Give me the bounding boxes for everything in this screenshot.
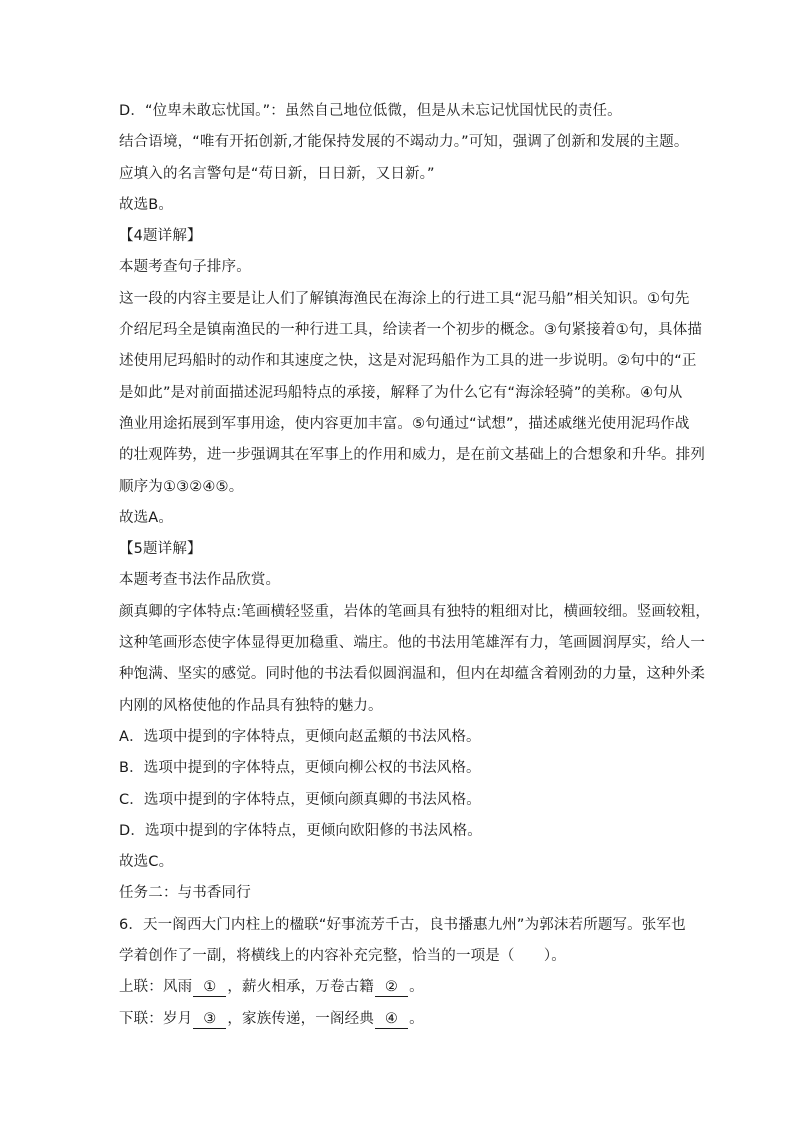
text-line: 这种笔画形态使字体显得更加稳重、端庄。他的书法用笔雄浑有力，笔画圆润厚实，给人一 — [119, 635, 705, 652]
option-line: A．选项中提到的字体特点，更倾向赵孟頫的书法风格。 — [119, 728, 481, 745]
text-line: 内刚的风格使他的作品具有独特的魅力。 — [119, 697, 383, 714]
text-line: 是如此”是对前面描述泥玛船特点的承接，解释了为什么它有“海涂轻骑”的美称。④句从 — [119, 384, 683, 401]
option-line: C．选项中提到的字体特点，更倾向颜真卿的书法风格。 — [119, 791, 481, 808]
text-line: 的壮观阵势，进一步强调其在军事上的作用和威力，是在前文基础上的合想象和升华。排列 — [119, 447, 705, 464]
text-line: 结合语境，“唯有开拓创新,才能保持发展的不竭动力。”可知，强调了创新和发展的主题。 — [119, 134, 689, 151]
option-line: D．选项中提到的字体特点，更倾向欧阳修的书法风格。 — [119, 822, 482, 839]
couplet-upper-middle: ，薪火相承，万卷古籍 — [227, 979, 374, 996]
answer-line: 故选A。 — [119, 509, 174, 526]
option-line: B．选项中提到的字体特点，更倾向柳公权的书法风格。 — [119, 760, 481, 777]
task-heading: 任务二：与书香同行 — [119, 885, 251, 902]
text-line: 颜真卿的字体特点:笔画横轻竖重，岩体的笔画具有独特的粗细对比，横画较细。竖画较粗， — [119, 603, 711, 620]
couplet-upper-prefix: 上联：风雨 — [119, 979, 193, 996]
couplet-upper-suffix: 。 — [409, 979, 424, 996]
couplet-blank-1: ① — [193, 978, 226, 997]
document-page — [119, 96, 711, 1035]
couplet-lower-prefix: 下联：岁月 — [119, 1010, 193, 1027]
text-line: 渔业用途拓展到军事用途，使内容更加丰富。⑤句通过“试想”，描述戚继光使用泥玛作战 — [119, 415, 690, 432]
text-line: 种饱满、坚实的感觉。同时他的书法看似圆润温和，但内在却蕴含着刚劲的力量，这种外柔 — [119, 666, 705, 683]
text-line: D．“位卑未敢忘忧国。”：虽然自己地位低微，但是从未忘记忧国忧民的责任。 — [119, 103, 622, 119]
text-line: 顺序为①③②④⑤。 — [119, 478, 244, 495]
answer-line: 故选C。 — [119, 854, 174, 871]
text-line: 述使用尼玛船时的动作和其速度之快，这是对泥玛船作为工具的进一步说明。②句中的“正 — [119, 353, 697, 370]
text-line: 本题考查书法作品欣赏。 — [119, 572, 281, 589]
couplet-lower-middle: ，家族传递，一阁经典 — [227, 1010, 374, 1027]
couplet-blank-4: ④ — [375, 1010, 408, 1029]
couplet-blank-3: ③ — [193, 1010, 226, 1029]
text-line: 这一段的内容主要是让人们了解镇海渔民在海涂上的行进工具“泥马船”相关知识。①句先 — [119, 290, 690, 307]
section-heading: 【5题详解】 — [119, 541, 202, 558]
question-line: 6．天一阁西大门内柱上的楹联“好事流芳千古，良书播惠九州”为郭沫若所题写。张军也 — [119, 916, 686, 933]
text-line: 介绍尼玛全是镇南渔民的一种行进工具，给读者一个初步的概念。③句紧接着①句，具体描 — [119, 322, 702, 339]
text-line: 应填入的名言警句是“苟日新，日日新，又日新。” — [119, 165, 435, 182]
couplet-upper-line — [119, 972, 681, 1003]
text-line: 本题考查句子排序。 — [119, 259, 251, 276]
couplet-lower-line — [119, 1004, 681, 1035]
couplet-blank-2: ② — [375, 978, 408, 997]
question-line: 学着创作了一副，将横线上的内容补充完整，恰当的一项是（ ）。 — [119, 948, 566, 965]
answer-line: 故选B。 — [119, 196, 174, 213]
section-heading: 【4题详解】 — [119, 228, 202, 245]
couplet-lower-suffix: 。 — [409, 1010, 424, 1027]
